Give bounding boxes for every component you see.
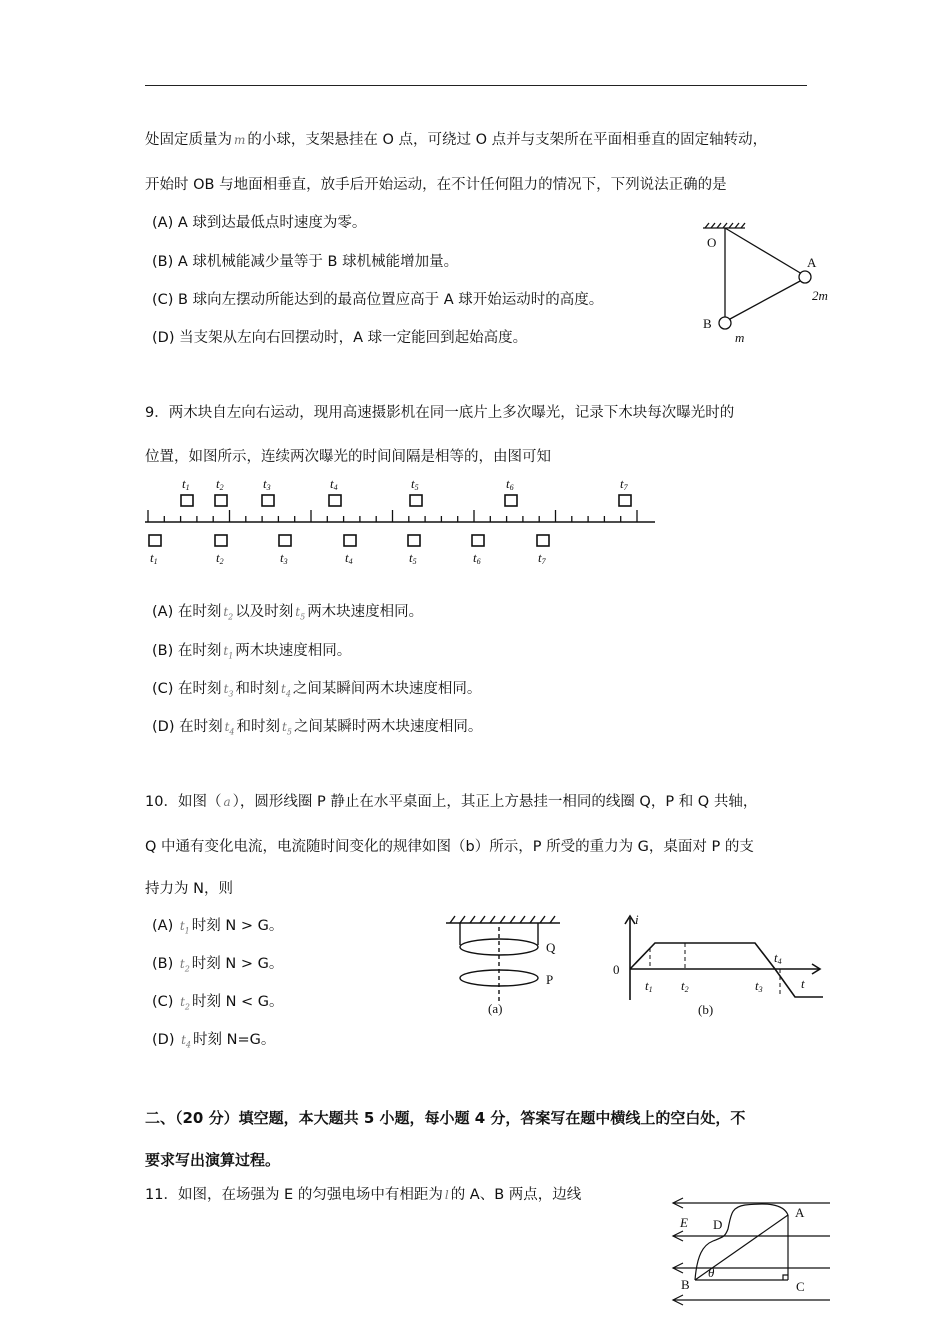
question-text-line [145, 879, 233, 899]
upper-block [215, 495, 227, 506]
variable-symbol: t [179, 957, 185, 971]
label-B: B [703, 316, 712, 331]
text-run: 二、（20 分）填空题，本大题共 5 小题，每小题 4 分，答案写在题中横线上的空白处，不 [145, 1109, 746, 1127]
lower-time-label: t1 [150, 550, 158, 566]
variable-subscript: 2 [184, 964, 190, 974]
text-run: 的 A、B 两点，边线 [450, 1187, 582, 1203]
lower-block [344, 535, 356, 546]
math-variable [223, 605, 234, 622]
label-P: P [546, 972, 554, 987]
header-rule [145, 85, 807, 86]
text-run: (A) A 球到达最低点时速度为零。 [152, 215, 367, 231]
answer-option [152, 252, 458, 272]
text-run: (D) [152, 1032, 180, 1048]
question-text-line [145, 403, 734, 423]
upper-time-label: t5 [411, 476, 419, 492]
variable-subscript: 1 [228, 651, 234, 661]
answer-option [152, 717, 482, 742]
variable-subscript: 4 [285, 689, 291, 699]
text-run: 11．如图，在场强为 E 的匀强电场中有相距为 [145, 1187, 443, 1203]
upper-block [619, 495, 631, 506]
variable-symbol: a [223, 795, 231, 809]
math-variable [224, 720, 235, 737]
lower-time-label: t4 [345, 550, 353, 566]
coils-figure [440, 905, 570, 1015]
answer-option [152, 290, 603, 310]
variable-subscript: 5 [300, 612, 306, 622]
text-run: (B) A 球机械能减少量等于 B 球机械能增加量。 [152, 254, 459, 270]
caption-a: (a) [488, 1001, 503, 1016]
lower-time-label: t2 [216, 550, 224, 566]
text-run: 和时刻 [236, 719, 281, 735]
label-D: D [713, 1217, 723, 1232]
text-run: 持力为 N，则 [145, 881, 233, 897]
text-run: 时刻 N > G。 [191, 918, 284, 934]
lower-block [408, 535, 420, 546]
question-text-line [145, 130, 767, 150]
x-axis-label: t [801, 976, 805, 991]
answer-option [152, 916, 283, 941]
label-B-mass: m [735, 330, 745, 345]
lower-block [279, 535, 291, 546]
question-text-line [145, 1185, 581, 1205]
variable-subscript: 4 [185, 1040, 192, 1050]
text-run: 两木块速度相同。 [235, 643, 352, 659]
upper-block [410, 495, 422, 506]
variable-symbol: l [444, 1188, 449, 1202]
tick-t3: t3 [755, 978, 763, 994]
text-run: (B) 在时刻 [152, 643, 222, 659]
text-run: 要求写出演算过程。 [145, 1151, 281, 1169]
text-run: 10．如图（ [145, 794, 222, 810]
section-heading-line [145, 1108, 745, 1128]
text-run: 9．两木块自左向右运动，现用高速摄影机在同一底片上多次曝光，记录下木块每次曝光时的 [145, 405, 735, 421]
math-variable [280, 682, 291, 699]
lower-block [215, 535, 227, 546]
answer-option [152, 1030, 275, 1055]
math-variable [180, 995, 190, 1012]
question-text-line [145, 837, 754, 857]
upper-block [329, 495, 341, 506]
variable-subscript: 4 [229, 727, 235, 737]
text-run: ），圆形线圈 P 静止在水平桌面上，其正上方悬挂一相同的线圈 Q，P 和 Q 共轴， [232, 794, 758, 810]
variable-symbol: m [234, 133, 246, 147]
variable-symbol: t [223, 605, 229, 619]
text-run: Q 中通有变化电流，电流随时间变化的规律如图（b）所示，P 所受的重力为 G，桌面对 P 的支 [145, 839, 754, 855]
text-run: 时刻 N=G。 [193, 1032, 276, 1048]
text-run: 的小球，支架悬挂在 O 点，可绕过 O 点并与支架所在平面相垂直的固定轴转动， [247, 132, 768, 148]
upper-time-label: t2 [216, 476, 224, 492]
math-variable [445, 1188, 449, 1202]
text-run: 之间某瞬间两木块速度相同。 [292, 681, 482, 697]
answer-option [152, 992, 284, 1017]
text-run: (C) [152, 994, 179, 1010]
text-run: 之间某瞬时两木块速度相同。 [293, 719, 483, 735]
text-run: (B) [152, 956, 178, 972]
text-run: 以及时刻 [235, 604, 294, 620]
math-variable [179, 919, 190, 936]
text-run: (C) B 球向左摆动所能达到的最高位置应高于 A 球开始运动时的高度。 [152, 292, 604, 308]
variable-subscript: 2 [228, 612, 234, 622]
text-run: 时刻 N < G。 [191, 994, 284, 1010]
tick-t4: t4 [774, 950, 782, 966]
text-run: (D) 当支架从左向右回摆动时，A 球一定能回到起始高度。 [152, 330, 528, 346]
math-variable [223, 644, 234, 661]
upper-time-label: t4 [330, 476, 338, 492]
lower-time-label: t6 [473, 550, 481, 566]
current-graph-figure [605, 910, 830, 1020]
upper-time-label: t3 [263, 476, 271, 492]
y-axis-label: i [635, 912, 639, 927]
pendulum-figure [695, 222, 840, 347]
math-variable [282, 720, 292, 737]
math-variable [223, 795, 230, 809]
text-run: 两木块速度相同。 [307, 604, 424, 620]
upper-block [181, 495, 193, 506]
math-variable [223, 682, 234, 699]
label-A: A [795, 1205, 805, 1220]
label-C: C [796, 1279, 805, 1294]
section-heading-line [145, 1150, 280, 1170]
text-run: 处固定质量为 [145, 132, 232, 148]
lower-time-label: t3 [280, 550, 288, 566]
text-run: 开始时 OB 与地面相垂直，放手后开始运动，在不计任何阻力的情况下，下列说法正确的是 [145, 177, 727, 193]
upper-time-label: t7 [620, 476, 628, 492]
tick-t2: t2 [681, 978, 689, 994]
lower-time-label: t7 [538, 550, 546, 566]
text-run: 和时刻 [235, 681, 279, 697]
label-O: O [707, 235, 717, 250]
upper-time-label: t1 [182, 476, 190, 492]
variable-subscript: 3 [228, 689, 234, 699]
text-run: (C) 在时刻 [152, 681, 222, 697]
question-text-line [145, 792, 757, 812]
electric-field-figure [665, 1195, 835, 1310]
variable-subscript: 2 [184, 1002, 190, 1012]
answer-option [152, 602, 423, 627]
text-run: (A) [152, 918, 178, 934]
math-variable [179, 957, 190, 974]
math-variable [181, 1033, 192, 1050]
math-variable [234, 133, 245, 147]
answer-option [152, 213, 366, 233]
variable-symbol: t [223, 644, 229, 658]
tick-t1: t1 [645, 978, 653, 994]
variable-subscript: 1 [184, 926, 190, 936]
lower-block [472, 535, 484, 546]
text-run: 时刻 N > G。 [191, 956, 284, 972]
origin-label: 0 [613, 962, 620, 977]
variable-symbol: t [295, 605, 301, 619]
variable-symbol: t [179, 919, 185, 933]
label-B: B [681, 1277, 690, 1292]
variable-symbol: t [181, 1033, 186, 1047]
lower-block [149, 535, 161, 546]
math-variable [295, 605, 306, 622]
label-E: E [680, 1215, 688, 1230]
variable-symbol: t [224, 720, 230, 734]
answer-option [152, 641, 351, 666]
question-text-line [145, 447, 551, 467]
caption-b: (b) [698, 1002, 714, 1017]
upper-time-label: t6 [506, 476, 514, 492]
question-text-line [145, 175, 727, 195]
variable-symbol: t [282, 720, 287, 734]
variable-symbol: t [280, 682, 286, 696]
text-run: (D) 在时刻 [152, 719, 223, 735]
upper-block [262, 495, 274, 506]
label-Q: Q [546, 940, 556, 955]
answer-option [152, 328, 527, 348]
upper-block [505, 495, 517, 506]
answer-option [152, 679, 481, 704]
lower-time-label: t5 [409, 550, 417, 566]
label-A-mass: 2m [812, 288, 828, 303]
answer-option [152, 954, 283, 979]
text-run: 位置，如图所示，连续两次曝光的时间间隔是相等的，由图可知 [145, 449, 551, 465]
exposure-timeline-figure [145, 472, 657, 572]
label-A: A [807, 255, 817, 270]
label-theta: θ [708, 1265, 715, 1280]
variable-subscript: 5 [286, 727, 292, 737]
lower-block [537, 535, 549, 546]
variable-symbol: t [180, 995, 185, 1009]
variable-symbol: t [223, 682, 229, 696]
text-run: (A) 在时刻 [152, 604, 222, 620]
